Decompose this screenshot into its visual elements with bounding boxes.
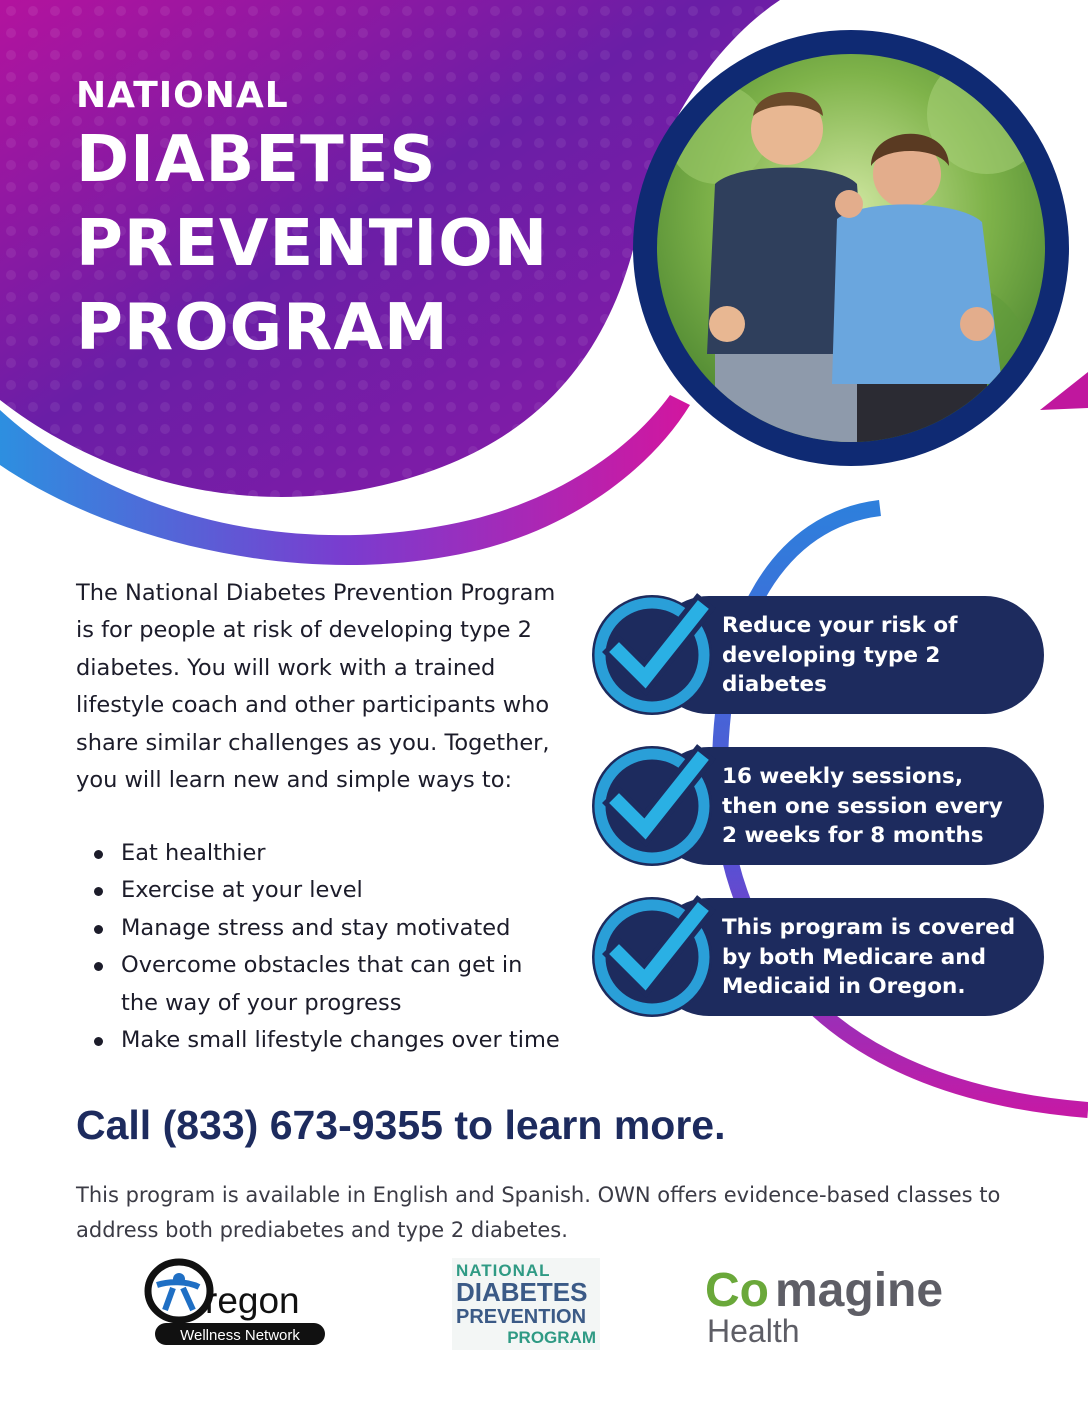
bullet-dot-icon	[94, 962, 103, 971]
svg-text:PROGRAM: PROGRAM	[507, 1328, 596, 1347]
bullet-dot-icon	[94, 887, 103, 896]
list-item: Manage stress and stay motivated	[76, 910, 566, 947]
oregon-wordmark: regon	[205, 1280, 300, 1321]
callout-text: 16 weekly sessions, then one session every 2 weeks for 8 months	[722, 763, 1003, 848]
bullet-dot-icon	[94, 850, 103, 859]
couple-walking-photo	[657, 54, 1045, 442]
comagine-health-logo	[705, 1260, 950, 1346]
callout-text: This program is covered by both Medicare and Medicaid in Oregon.	[722, 914, 1016, 999]
benefits-list	[76, 835, 566, 1059]
list-item: Overcome obstacles that can get in the way of your progress	[76, 947, 566, 1022]
svg-text:PREVENTION: PREVENTION	[456, 1306, 587, 1328]
call-to-action: Call (833) 673-9355 to learn more.	[76, 1102, 726, 1148]
list-item: Make small lifestyle changes over time	[76, 1022, 566, 1059]
title-line-national: NATIONAL	[76, 75, 289, 116]
list-item: Exercise at your level	[76, 872, 566, 909]
svg-text:magine: magine	[775, 1264, 944, 1317]
checkmark-icon	[587, 892, 717, 1022]
intro-paragraph: The National Diabetes Prevention Program is for people at risk of developing type 2 diabetes. You will work with a trained lifestyle coach and other participants who share similar challenges as you. Together, you will learn new and simple ways to:	[76, 580, 556, 794]
oregon-tagline: Wellness Network	[180, 1327, 300, 1344]
title-line-program: PROGRAM	[76, 291, 449, 365]
checkmark-icon	[587, 741, 717, 871]
oregon-wellness-network-logo	[143, 1255, 329, 1350]
bullet-dot-icon	[94, 1037, 103, 1046]
page-title	[76, 74, 548, 370]
title-line-diabetes: DIABETES	[76, 123, 437, 197]
bullet-dot-icon	[94, 925, 103, 934]
language-note: This program is available in English and Spanish. OWN offers evidence-based classes to address both prediabetes and type 2 diabetes.	[76, 1183, 1001, 1242]
list-item: Eat healthier	[76, 835, 566, 872]
title-line-prevention: PREVENTION	[76, 207, 549, 281]
svg-text:DIABETES: DIABETES	[456, 1277, 588, 1307]
ndpp-logo	[452, 1258, 600, 1350]
checkmark-icon	[587, 590, 717, 720]
svg-text:NATIONAL: NATIONAL	[456, 1261, 551, 1280]
svg-text:Co: Co	[705, 1264, 769, 1317]
svg-text:Health: Health	[707, 1313, 800, 1346]
callout-text: Reduce your risk of developing type 2 diabetes	[722, 612, 958, 697]
